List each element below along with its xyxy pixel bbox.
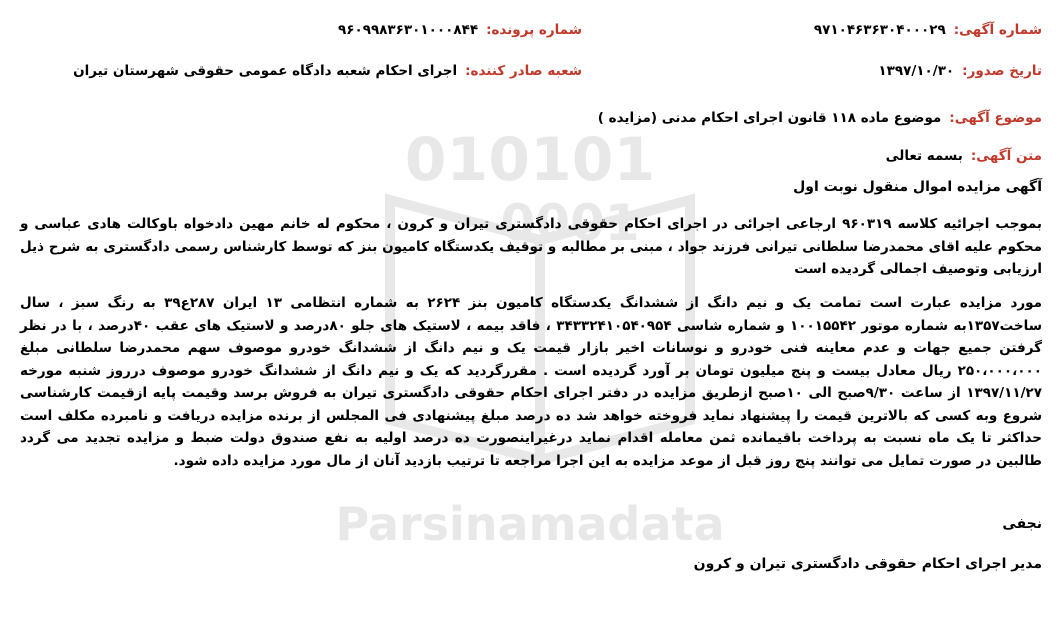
svg-text:0001: 0001	[500, 194, 640, 252]
issuing-branch-label: شعبه صادر کننده:	[465, 63, 582, 79]
paragraph-details: مورد مزایده عبارت است تمامت یک و نیم دانگ از ششدانگ یکدستگاه کامیون بنز ۲۶۲۴ به شماره انتظامی ۱۳ ایران ۲۸۷ع۳۹ به رنگ سبز ، سال ساخت۱۳۵۷به شماره موتور ۱۰۰۱۵۵۴۲ و شماره شاسی ۳۴۳۳۲۴۱۰۵۴۰۹۵۴ ، فاقد بیمه ، لاستیک های جلو ۸۰درصد و لاستیک های عقب ۴۰درصد ، با در نظر گرفتن جمیع جهات و عدم معاینه فنی خودرو و نوسانات اخیر بازار قیمت یک و نیم دانگ از ششدانگ خودرو موصوف سهم محمدرضا سلطانی مبلغ ۲۵۰،۰۰۰،۰۰۰ ریال معادل بیست و پنج میلیون تومان بر آورد گردیده است . مقررگردید که یک و نیم دانگ از ششدانگ خودرو موصوف درروز شنبه مورخه ۱۳۹۷/۱۱/۲۷ از ساعت ۹/۳۰صبح الی ۱۰صبح ازطریق مزایده در دفتر اجرای احکام حقوقی دادگستری تیران به فروش برسد وقیمت پایه ازقیمت کارشناسی شروع وبه کسی که بالاترین قیمت را پیشنهاد نماید فروخته خواهد شد ده درصد مبلغ پیشنهادی فی المجلس از برنده مزایده دریافت و نامبرده مکلف است حداکثر تا یک ماه نسبت به پرداخت باقیمانده ثمن معامله اقدام نماید درغیراینصورت ده درصد اولیه به نفع صندوق دولت ضبط و مزایده تجدید می گردد طالبین در صورت تمایل می توانند پنج روز قبل از موعد مزایده به این اجرا مراجعه تا ترتیب بازدید آنان از مال مورد مزایده داده شود.	[20, 295, 1043, 469]
signature-title: مدیر اجرای احکام حقوقی دادگستری تیران و کرون	[693, 556, 1042, 572]
case-number-label: شماره پرونده:	[486, 22, 582, 38]
watermark-text: Parsinamadata	[335, 497, 725, 551]
issue-date-value: ۱۳۹۷/۱۰/۳۰	[878, 63, 955, 79]
text-label: متن آگهی:	[970, 148, 1042, 164]
ad-number-value: ۹۷۱۰۴۶۳۶۳۰۴۰۰۰۲۹	[813, 22, 946, 38]
ad-number	[814, 20, 1042, 40]
case-number-value: ۹۶۰۹۹۸۳۶۳۰۱۰۰۰۸۴۴	[337, 22, 479, 38]
subject-line	[598, 108, 1042, 128]
paragraph-intro: بموجب اجرائیه کلاسه ۹۶۰۳۱۹ ارجاعی اجرائی در اجرای احکام حقوقی دادگستری تیران و کرون ، محکوم له خانم مهین دادخواه باوکالت هادی عباسی و محکوم علیه اقای محمدرضا سلطانی تیرانی فرزند جواد ، مبنی بر مطالبه و توقیف یکدستگاه کامیون بنز که توسط کارشناس رسمی دادگستری به شرح ذیل ارزیابی وتوصیف اجمالی گردیده است	[20, 216, 1043, 277]
subject-value: موضوع ماده ۱۱۸ قانون اجرای احکام مدنی (مزایده )	[597, 110, 942, 126]
ad-number-label: شماره آگهی:	[953, 22, 1042, 38]
announcement-title: آگهی مزایده اموال منقول نوبت اول	[793, 179, 1042, 195]
issue-date-label: تاریخ صدور:	[962, 63, 1042, 79]
subject-label: موضوع آگهی:	[949, 110, 1042, 126]
svg-text:010101: 010101	[404, 125, 656, 195]
text-value: بسمه تعالی	[885, 148, 963, 164]
case-number	[338, 20, 582, 40]
text-line	[886, 146, 1042, 166]
signature-name: نجفی	[1002, 516, 1042, 532]
issuing-branch-value: اجرای احکام شعبه دادگاه عمومی حقوقی شهرستان تیران	[73, 63, 458, 79]
issuing-branch	[73, 61, 582, 81]
issue-date	[878, 61, 1042, 81]
